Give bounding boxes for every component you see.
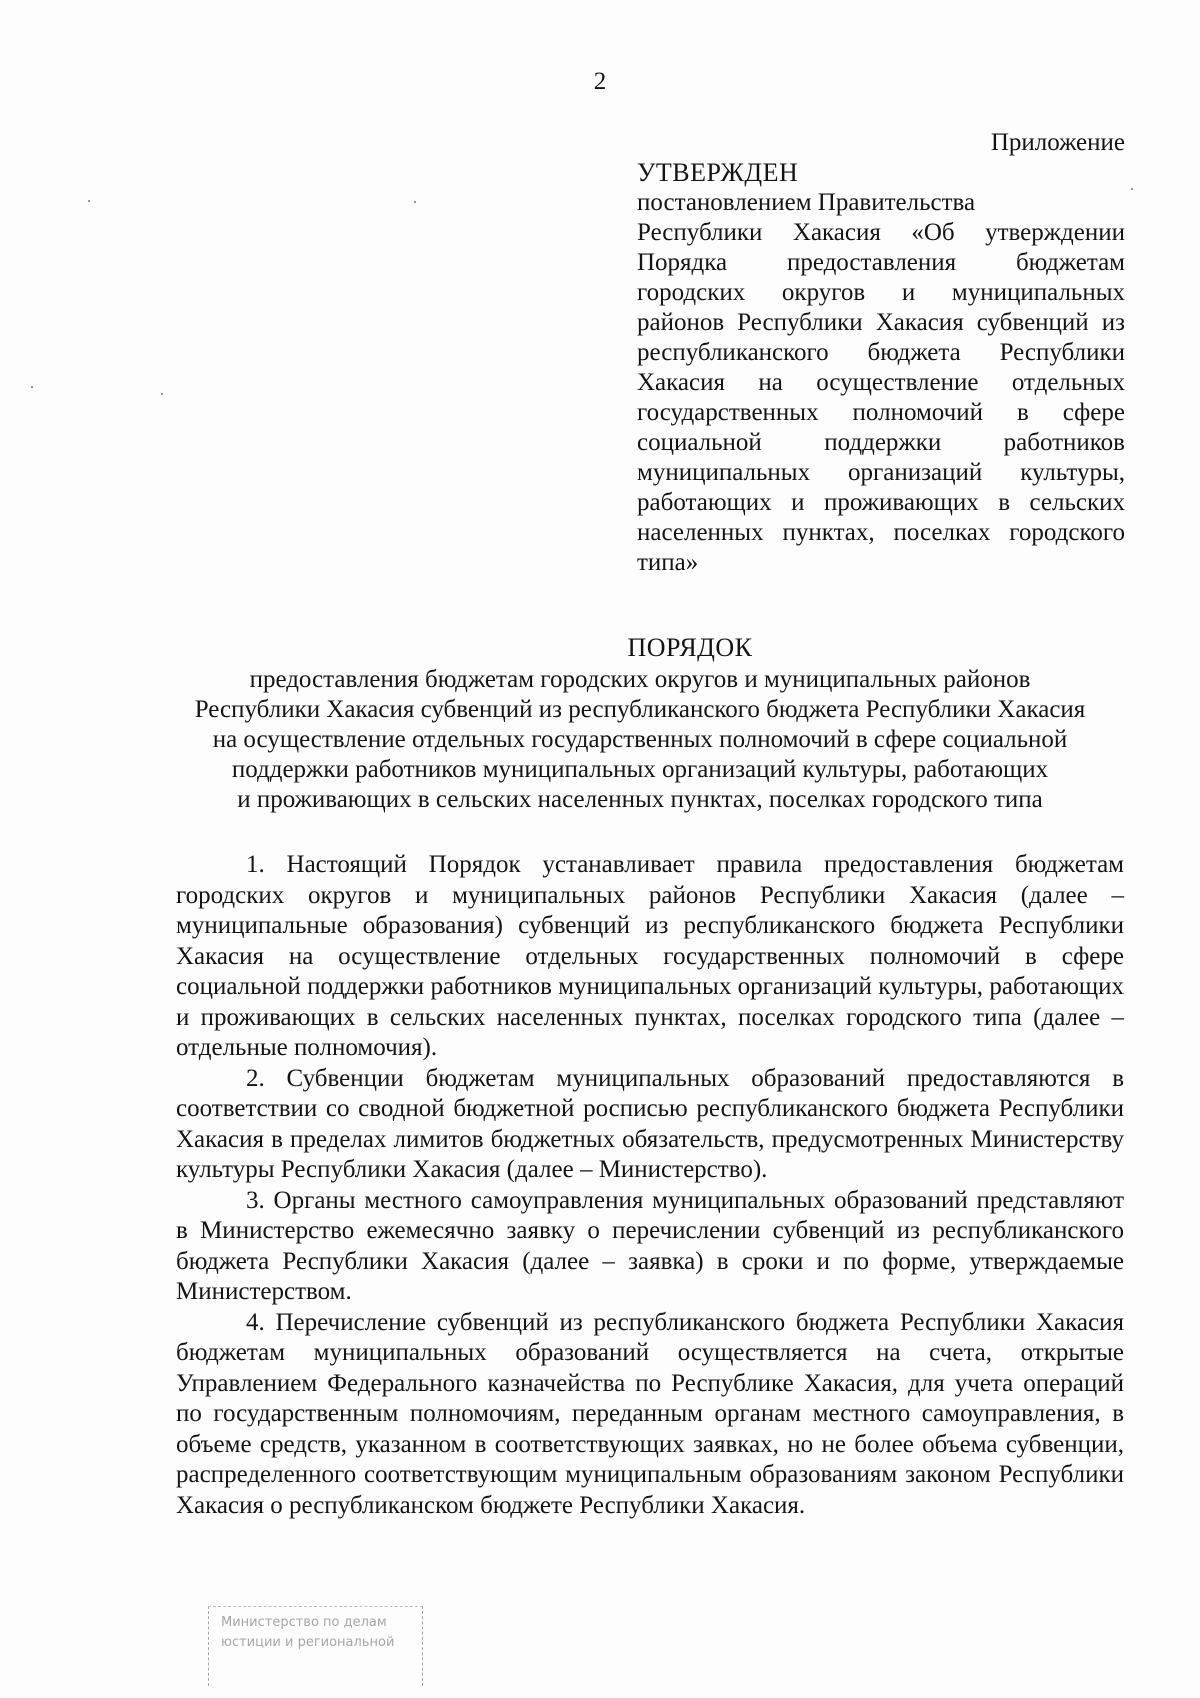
scan-speck [88, 200, 90, 202]
approved-label: УТВЕРЖДЕН [637, 158, 799, 187]
registration-stamp [208, 1606, 423, 1686]
document-body [176, 850, 1124, 1521]
paragraph-1: 1. Настоящий Порядок устанавливает правила предоставления бюджетам городских округов и муниципальных районов Республики Хакасия (далее – муниципальные образования) субвенций из республиканского бюджета Республики Хакасия на осуществление отдельных государственных полномочий в сфере социальной поддержки работников муниципальных организаций культуры, работающих и проживающих в сельских населенных пунктах, поселках городского типа (далее – отдельные полномочия). [176, 851, 1124, 1061]
document-subtitle [160, 665, 1120, 815]
annex-label: Приложение [990, 129, 1125, 156]
approval-line-first: постановлением Правительства [637, 189, 976, 216]
scan-speck [161, 393, 163, 395]
subtitle-line: на осуществление отдельных государственных полномочий в сфере социальной [212, 726, 1068, 753]
subtitle-line: и проживающих в сельских населенных пунктах, поселках городского типа [237, 786, 1043, 813]
approval-block [637, 128, 1125, 578]
scan-speck [414, 201, 416, 203]
document-title: ПОРЯДОК [627, 633, 753, 662]
stamp-line-2: юстиции и региональной [221, 1635, 395, 1650]
subtitle-line: Республики Хакасия субвенций из республиканского бюджета Республики Хакасия [194, 696, 1086, 723]
scan-speck [1131, 188, 1133, 190]
paragraph-3: 3. Органы местного самоуправления муниципальных образований представляют в Министерство ежемесячно заявку о перечислении субвенций из республиканского бюджета Республики Хакасия (далее – заявка) в сроки и по форме, утверждаемые Министерством. [176, 1186, 1124, 1305]
stamp-line-1: Министерство по делам [221, 1615, 387, 1630]
paragraph-2: 2. Субвенции бюджетам муниципальных образований предоставляются в соответствии со сводной бюджетной росписью республиканского бюджета Республики Хакасия в пределах лимитов бюджетных обязательств, предусмотренных Министерству культуры Республики Хакасия (далее – Министерство). [176, 1064, 1124, 1183]
approval-line-rest: Республики Хакасия «Об утверждении Порядка предоставления бюджетам городских округов и муниципальных районов Республики Хакасия субвенций из республиканского бюджета Республики Хакасия на осуществление отдельных государственных полномочий в сфере социальной поддержки работников муниципальных организаций культуры, работающих и проживающих в сельских населенных пунктах, поселках городского типа» [637, 219, 1125, 576]
paragraph-4: 4. Перечисление субвенций из республиканского бюджета Республики Хакасия бюджетам муниципальных образований осуществляется на счета, открытые Управлением Федерального казначейства по Республике Хакасия, для учета операций по государственным полномочиям, переданным органам местного самоуправления, в объеме средств, указанном в соответствующих заявках, но не более объема субвенции, распределенного соответствующим муниципальным образованиям законом Республики Хакасия о республиканском бюджете Республики Хакасия. [176, 1308, 1124, 1519]
approval-description [637, 188, 1125, 578]
page-number: 2 [593, 68, 607, 95]
scan-speck [31, 386, 33, 388]
subtitle-line: предоставления бюджетам городских округов и муниципальных районов [249, 666, 1031, 693]
subtitle-line: поддержки работников муниципальных организаций культуры, работающих [231, 756, 1049, 783]
